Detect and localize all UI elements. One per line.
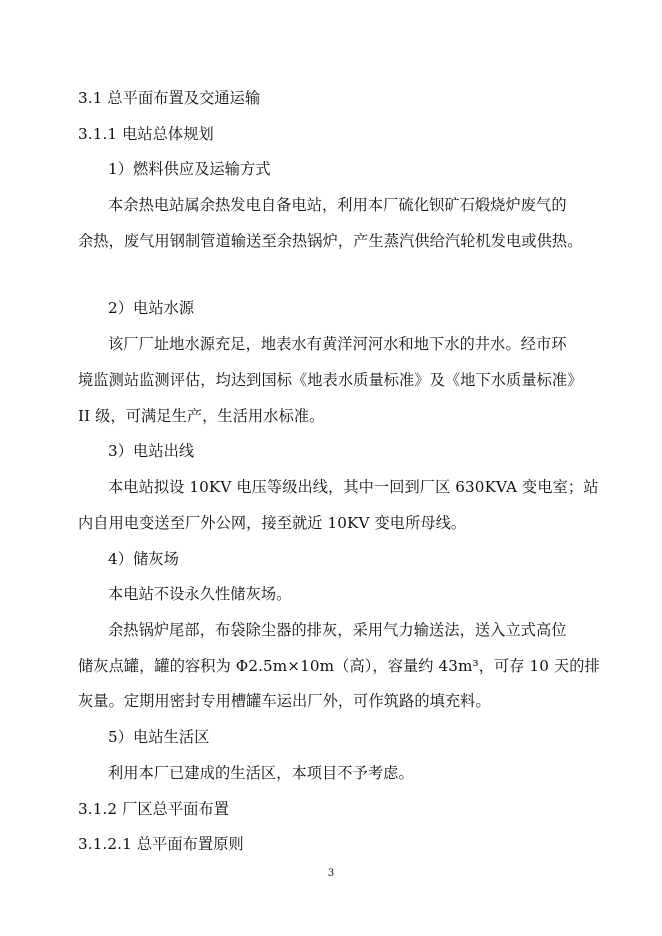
item-4-paragraph-2-line-1: 余热锅炉尾部，布袋除尘器的排灰，采用气力输送法，送入立式高位 xyxy=(108,621,567,639)
item-3-paragraph-line-1: 本电站拟设 10KV 电压等级出线，其中一回到厂区 630KVA 变电室；站 xyxy=(108,478,599,496)
heading-3-1-2-1: 3.1.2.1 总平面布置原则 xyxy=(78,835,244,853)
heading-3-1-1: 3.1.1 电站总体规划 xyxy=(78,125,214,143)
page-number: 3 xyxy=(327,868,335,879)
item-1-paragraph-line-1: 本余热电站属余热发电自备电站，利用本厂硫化钡矿石煅烧炉废气的 xyxy=(108,196,567,214)
item-3-paragraph-line-2: 内自用电变送至厂外公网，接至就近 10KV 变电所母线。 xyxy=(78,514,467,532)
item-2-paragraph-line-2: 境监测站监测评估，均达到国标《地表水质量标准》及《地下水质量标准》 xyxy=(78,371,583,389)
item-2-title: 2）电站水源 xyxy=(108,299,195,317)
item-1-title: 1）燃料供应及运输方式 xyxy=(108,160,271,178)
item-2-paragraph-line-3: II 级，可满足生产，生活用水标准。 xyxy=(78,407,325,425)
item-3-title: 3）电站出线 xyxy=(108,442,195,460)
heading-3-1-2: 3.1.2 厂区总平面布置 xyxy=(78,800,230,818)
item-4-title: 4）储灰场 xyxy=(108,550,179,568)
item-4-paragraph-2-line-2: 储灰点罐，罐的容积为 Φ2.5m×10m（高），容量约 43m³，可存 10 天的排 xyxy=(78,657,600,675)
item-5-paragraph: 利用本厂已建成的生活区，本项目不予考虑。 xyxy=(108,764,414,782)
heading-3-1: 3.1 总平面布置及交通运输 xyxy=(78,89,261,107)
item-1-paragraph-line-2: 余热，废气用钢制管道输送至余热锅炉，产生蒸汽供给汽轮机发电或供热。 xyxy=(78,232,583,250)
item-5-title: 5）电站生活区 xyxy=(108,728,210,746)
item-4-paragraph-1: 本电站不设永久性储灰场。 xyxy=(108,585,292,603)
item-4-paragraph-2-line-3: 灰量。定期用密封专用槽罐车运出厂外，可作筑路的填充料。 xyxy=(78,692,491,710)
item-2-paragraph-line-1: 该厂厂址地水源充足，地表水有黄洋河河水和地下水的井水。经市环 xyxy=(108,335,567,353)
